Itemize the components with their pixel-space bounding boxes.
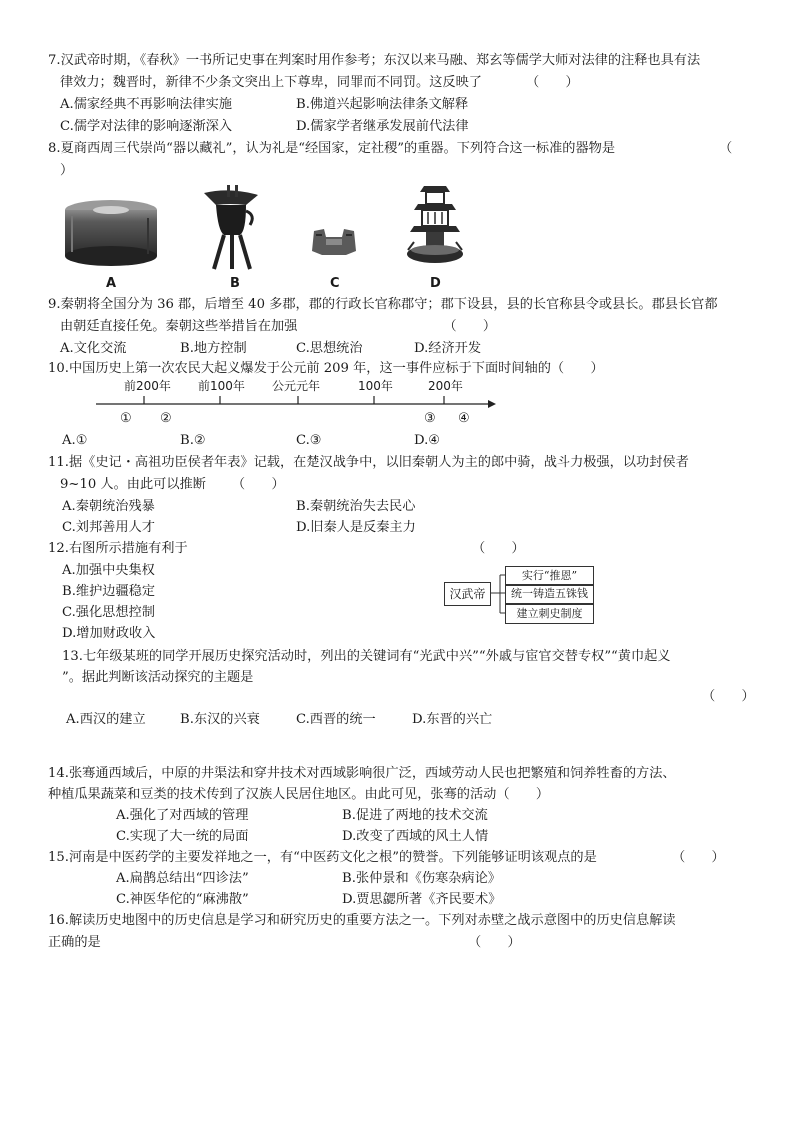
q13-stem-line2: ”。据此判断该活动探究的主题是	[62, 670, 254, 685]
q10-option-c[interactable]: C.③	[296, 433, 322, 448]
q15-option-d[interactable]: D.贾思勰所著《齐民要术》	[342, 892, 502, 907]
q13-option-a[interactable]: A.西汉的建立	[66, 712, 146, 727]
q11-stem-line2	[60, 474, 285, 496]
q16-stem-line2: 正确的是	[48, 935, 101, 950]
q13-stem-line1: 13.七年级某班的同学开展历史探究活动时，列出的关键词有“光武中兴”“外戚与宦官交替专权”“黄巾起义	[62, 649, 671, 664]
q13-option-c[interactable]: C.西晋的统一	[296, 712, 376, 727]
q14-option-b[interactable]: B.促进了两地的技术交流	[342, 808, 488, 823]
q14-option-a[interactable]: A.强化了对西域的管理	[116, 808, 249, 823]
q11-option-a[interactable]: A.秦朝统治残暴	[62, 499, 155, 514]
q16-stem-line1: 16.解读历史地图中的历史信息是学习和研究历史的重要方法之一。下列对赤壁之战示意图中的历史信息解读	[48, 913, 676, 928]
q14-stem-line1: 14.张骞通西域后，中原的井渠法和穿井技术对西域影响很广泛，西域劳动人民也把繁殖和饲养牲畜的方法、	[48, 766, 676, 781]
q7-option-d[interactable]: D.儒家学者继承发展前代法律	[296, 119, 469, 134]
timeline-label-100ad: 100年	[358, 379, 393, 393]
q8-image-b-bronze-jue[interactable]	[200, 183, 262, 273]
q7-stem-text: 律效力；魏晋时，新律不少条文突出上下尊卑，同罪而不同罚。这反映了	[60, 75, 482, 90]
q14-option-d[interactable]: D.改变了西域的风土人情	[342, 829, 489, 844]
q8-image-a-jade-disc[interactable]	[62, 196, 160, 268]
q10-option-b[interactable]: B.②	[180, 433, 206, 448]
q11-stem-line1: 11.据《史记・高祖功臣侯者年表》记载，在楚汉战争中，以旧秦朝人为主的郎中骑，战斗力极强，以功封侯者	[48, 455, 689, 470]
q12-diagram-box-cishi: 建立刺史制度	[505, 604, 594, 624]
q13-answer-paren: （ ）	[702, 689, 755, 704]
q8-image-c-bronze-piece[interactable]	[310, 225, 358, 257]
q12-option-c[interactable]: C.强化思想控制	[62, 605, 155, 620]
q15-option-a[interactable]: A.扁鹊总结出“四诊法”	[116, 871, 249, 886]
q11-stem-text: 9~10 人。由此可以推断	[60, 477, 206, 492]
q15-option-c[interactable]: C.神医华佗的“麻沸散”	[116, 892, 249, 907]
q12-option-d[interactable]: D.增加财政收入	[62, 626, 156, 641]
q14-stem-line2: 种植瓜果蔬菜和豆类的技术传到了汉族人民居住地区。由此可见，张骞的活动（ ）	[48, 787, 550, 802]
q8-label-d: D	[430, 276, 441, 291]
q15-stem: 15.河南是中医药学的主要发祥地之一，有“中医药文化之根”的赞誉。下列能够证明该观点的是	[48, 850, 597, 865]
q12-answer-paren: （ ）	[472, 541, 525, 556]
q8-stem-text: 8.夏商西周三代崇尚“器以藏礼”，认为礼是“经国家，定社稷”的重器。下列符合这一标准的器物是	[48, 141, 616, 156]
q9-option-d[interactable]: D.经济开发	[414, 341, 482, 356]
q11-option-c[interactable]: C.刘邦善用人才	[62, 520, 155, 535]
q8-label-a: A	[106, 276, 117, 291]
q9-option-b[interactable]: B.地方控制	[180, 341, 247, 356]
q13-option-d[interactable]: D.东晋的兴亡	[412, 712, 493, 727]
q15-option-b[interactable]: B.张仲景和《伤寒杂病论》	[342, 871, 501, 886]
timeline-label-year1: 公元元年	[272, 379, 321, 393]
timeline-label-200bc: 前200年	[124, 379, 171, 393]
q9-option-c[interactable]: C.思想统治	[296, 341, 363, 356]
q8-paren-close: ）	[60, 163, 74, 178]
q8-label-c: C	[330, 276, 340, 291]
q12-option-b[interactable]: B.维护边疆稳定	[62, 584, 156, 599]
q11-answer-paren: （ ）	[231, 477, 285, 492]
q12-diagram-emperor: 汉武帝	[444, 582, 491, 606]
q16-answer-paren: （ ）	[468, 935, 521, 950]
q7-stem-line1: 7.汉武帝时期，《春秋》一书所记史事在判案时用作参考；东汉以来马融、郑玄等儒学大师对法律的注释也具有法	[48, 53, 701, 68]
q15-answer-paren: （ ）	[672, 850, 725, 865]
q12-diagram-box-wuzhu: 统一铸造五铢钱	[505, 584, 594, 604]
q9-option-a[interactable]: A.文化交流	[60, 341, 127, 356]
q10-timeline	[60, 376, 500, 428]
q10-stem: 10.中国历史上第一次农民大起义爆发于公元前 209 年，这一事件应标于下面时间轴的（ ）	[48, 361, 604, 376]
q7-stem-line2	[60, 72, 579, 94]
q12-diagram-box-tuien: 实行“推恩”	[505, 566, 594, 586]
q13-option-b[interactable]: B.东汉的兴衰	[180, 712, 260, 727]
timeline-label-100bc: 前100年	[198, 379, 245, 393]
q7-option-a[interactable]: A.儒家经典不再影响法律实施	[60, 97, 232, 112]
q7-option-b[interactable]: B.佛道兴起影响法律条文解释	[296, 97, 469, 112]
q10-option-a[interactable]: A.①	[62, 433, 88, 448]
q8-stem-line1	[48, 138, 615, 160]
q11-option-d[interactable]: D.旧秦人是反秦主力	[296, 520, 416, 535]
q14-option-c[interactable]: C.实现了大一统的局面	[116, 829, 249, 844]
timeline-point-3: ③	[424, 411, 436, 426]
q8-label-b: B	[230, 276, 240, 291]
q10-option-d[interactable]: D.④	[414, 433, 441, 448]
q7-answer-paren: （ ）	[526, 75, 579, 90]
q7-option-c[interactable]: C.儒学对法律的影响逐渐深入	[60, 119, 233, 134]
q8-paren-open: （	[719, 141, 733, 156]
q9-stem-line1: 9.秦朝将全国分为 36 郡，后增至 40 多郡，郡的行政长官称郡守；郡下设县，县的长官称县令或县长。郡县长官都	[48, 297, 718, 312]
timeline-label-200ad: 200年	[428, 379, 463, 393]
timeline-point-2: ②	[160, 411, 172, 426]
q11-option-b[interactable]: B.秦朝统治失去民心	[296, 499, 416, 514]
timeline-point-4: ④	[458, 411, 470, 426]
q12-stem: 12.右图所示措施有利于	[48, 541, 188, 556]
q8-image-d-tower-vessel[interactable]	[404, 180, 466, 270]
q12-option-a[interactable]: A.加强中央集权	[62, 563, 155, 578]
q9-answer-paren: （ ）	[443, 319, 497, 334]
timeline-point-1: ①	[120, 411, 132, 426]
q9-stem-text: 由朝廷直接任免。秦朝这些举措旨在加强	[60, 319, 298, 334]
q9-stem-line2	[60, 316, 496, 338]
